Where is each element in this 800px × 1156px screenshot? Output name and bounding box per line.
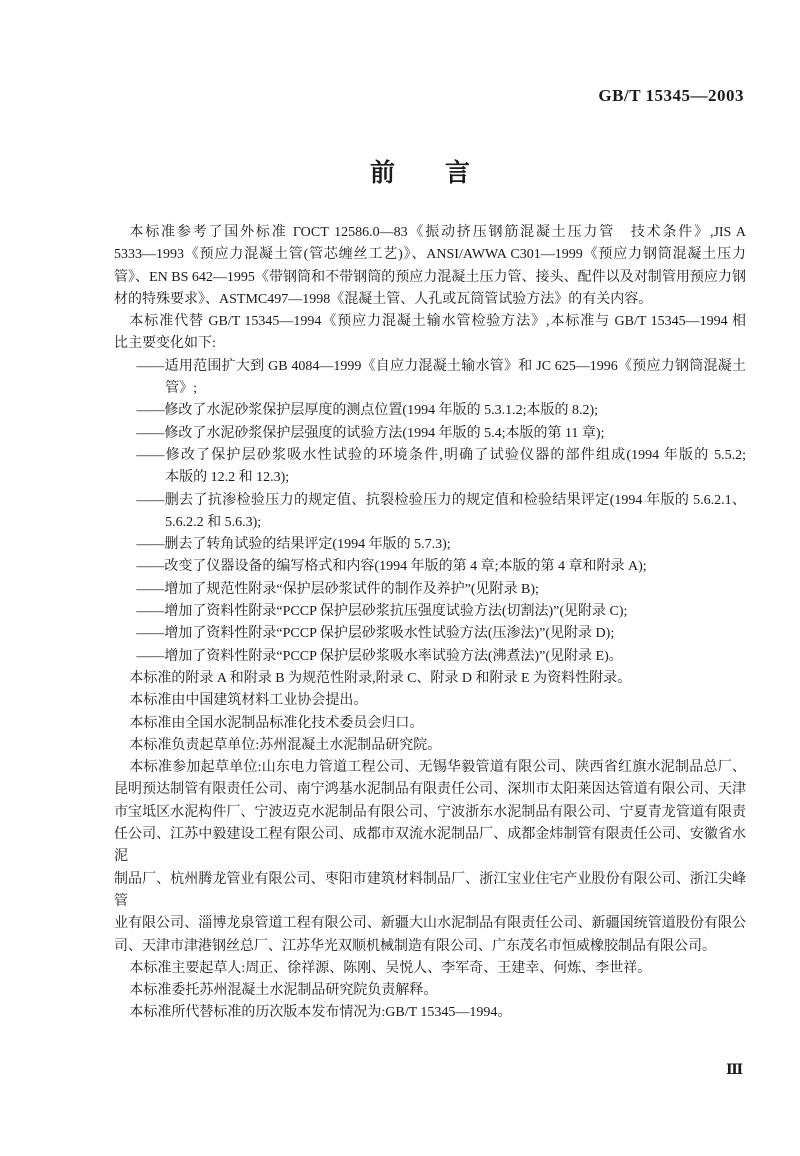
text-line: 5333—1993《预应力混凝土管(管芯缠丝工艺)》、ANSI/AWWA C301—1999《预应力钢筒混凝土压力 — [114, 247, 746, 263]
text-line: 管》、EN BS 642—1995《带钢筒和不带钢筒的预应力混凝土压力管、接头、配件以及对制管用预应力钢 — [114, 269, 746, 285]
text-line: 材的特殊要求》、ASTMC497—1998《混凝土管、人孔或瓦筒管试验方法》的有关内容。 — [114, 291, 653, 307]
foreword-body — [114, 222, 746, 1025]
text-line: ——增加了资料性附录“PCCP 保护层砂浆吸水性试验方法(压渗法)”(见附录 D); — [136, 626, 615, 642]
standard-number: GB/T 15345—2003 — [598, 86, 744, 105]
text-line: ——删去了抗渗检验压力的规定值、抗裂检验压力的规定值和检验结果评定(1994 年版的 5.6.2.1、 — [136, 492, 746, 508]
text-line: 本标准的附录 A 和附录 B 为规范性附录,附录 C、附录 D 和附录 E 为资料性附录。 — [129, 670, 632, 686]
text-line: 业有限公司、淄博龙泉管道工程有限公司、新疆大山水泥制品有限责任公司、新疆国统管道股份有限公 — [114, 916, 746, 932]
text-line: ——适用范围扩大到 GB 4084—1999《自应力混凝土输水管》和 JC 625—1996《预应力钢筒混凝土 — [136, 358, 746, 374]
text-line: 管》; — [165, 381, 197, 397]
text-line: 5.6.2.2 和 5.6.3); — [165, 514, 262, 530]
text-line: ——修改了水泥砂浆保护层厚度的测点位置(1994 年版的 5.3.1.2;本版的 8.2); — [136, 403, 599, 419]
text-line: ——修改了保护层砂浆吸水性试验的环境条件,明确了试验仪器的部件组成(1994 年版的 5.5.2; — [136, 447, 746, 463]
text-line: ——修改了水泥砂浆保护层强度的试验方法(1994 年版的 5.4;本版的第 11 章); — [136, 425, 605, 441]
text-line: ——增加了规范性附录“保护层砂浆试件的制作及养护”(见附录 B); — [136, 581, 539, 597]
text-line: 本标准所代替标准的历次版本发布情况为:GB/T 15345—1994。 — [129, 1005, 512, 1021]
text-line: 任公司、江苏中毅建设工程有限公司、成都市双流水泥制品厂、成都金炜制管有限责任公司、安徽省水泥 — [114, 827, 746, 865]
text-line: 制品厂、杭州腾龙管业有限公司、枣阳市建筑材料制品厂、浙江宝业住宅产业股份有限公司、浙江尖峰管 — [114, 871, 746, 909]
text-line: 昆明预达制管有限责任公司、南宁鸿基水泥制品有限责任公司、深圳市太阳莱因达管道有限公司、天津 — [114, 782, 746, 798]
page-number: Ⅲ — [725, 1063, 743, 1078]
text-line: 比主要变化如下: — [114, 336, 216, 352]
text-line: ——改变了仪器设备的编写格式和内容(1994 年版的第 4 章;本版的第 4 章和附录 A); — [136, 559, 647, 575]
text-line: ——增加了资料性附录“PCCP 保护层砂浆吸水率试验方法(沸煮法)”(见附录 E)。 — [136, 648, 623, 664]
text-line: 本标准参加起草单位:山东电力管道工程公司、无锡华毅管道有限公司、陕西省红旗水泥制品总厂、 — [129, 760, 746, 776]
text-line: 本标准由中国建筑材料工业协会提出。 — [129, 693, 368, 709]
text-line: 本标准由全国水泥制品标准化技术委员会归口。 — [129, 715, 424, 731]
text-line: 本版的 12.2 和 12.3); — [165, 470, 290, 486]
page-title: 前 言 — [369, 160, 470, 187]
text-line: ——删去了转角试验的结果评定(1994 年版的 5.7.3); — [136, 537, 451, 553]
text-line: 本标准负责起草单位:苏州混凝土水泥制品研究院。 — [129, 737, 442, 753]
text-line: 司、天津市津港钢丝总厂、江苏华光双顺机械制造有限公司、广东茂名市恒威橡胶制品有限公司。 — [114, 938, 716, 954]
text-line: 本标准委托苏州混凝土水泥制品研究院负责解释。 — [129, 983, 438, 999]
text-line: ——增加了资料性附录“PCCP 保护层砂浆抗压强度试验方法(切割法)”(见附录 C); — [136, 604, 628, 620]
text-line: 本标准参考了国外标准 ГОСТ 12586.0—83《振动挤压钢筋混凝土压力管 技术条件》,JIS A — [129, 225, 746, 240]
text-line: 本标准主要起草人:周正、徐祥源、陈刚、吴悦人、李军奇、王建幸、何炼、李世祥。 — [129, 960, 652, 976]
text-line: 本标准代替 GB/T 15345—1994《预应力混凝土输水管检验方法》,本标准与 GB/T 15345—1994 相 — [129, 314, 746, 330]
text-line: 市宝坻区水泥构件厂、宁波迈克水泥制品有限公司、宁波浙东水泥制品有限公司、宁夏青龙管道有限责 — [114, 804, 746, 820]
